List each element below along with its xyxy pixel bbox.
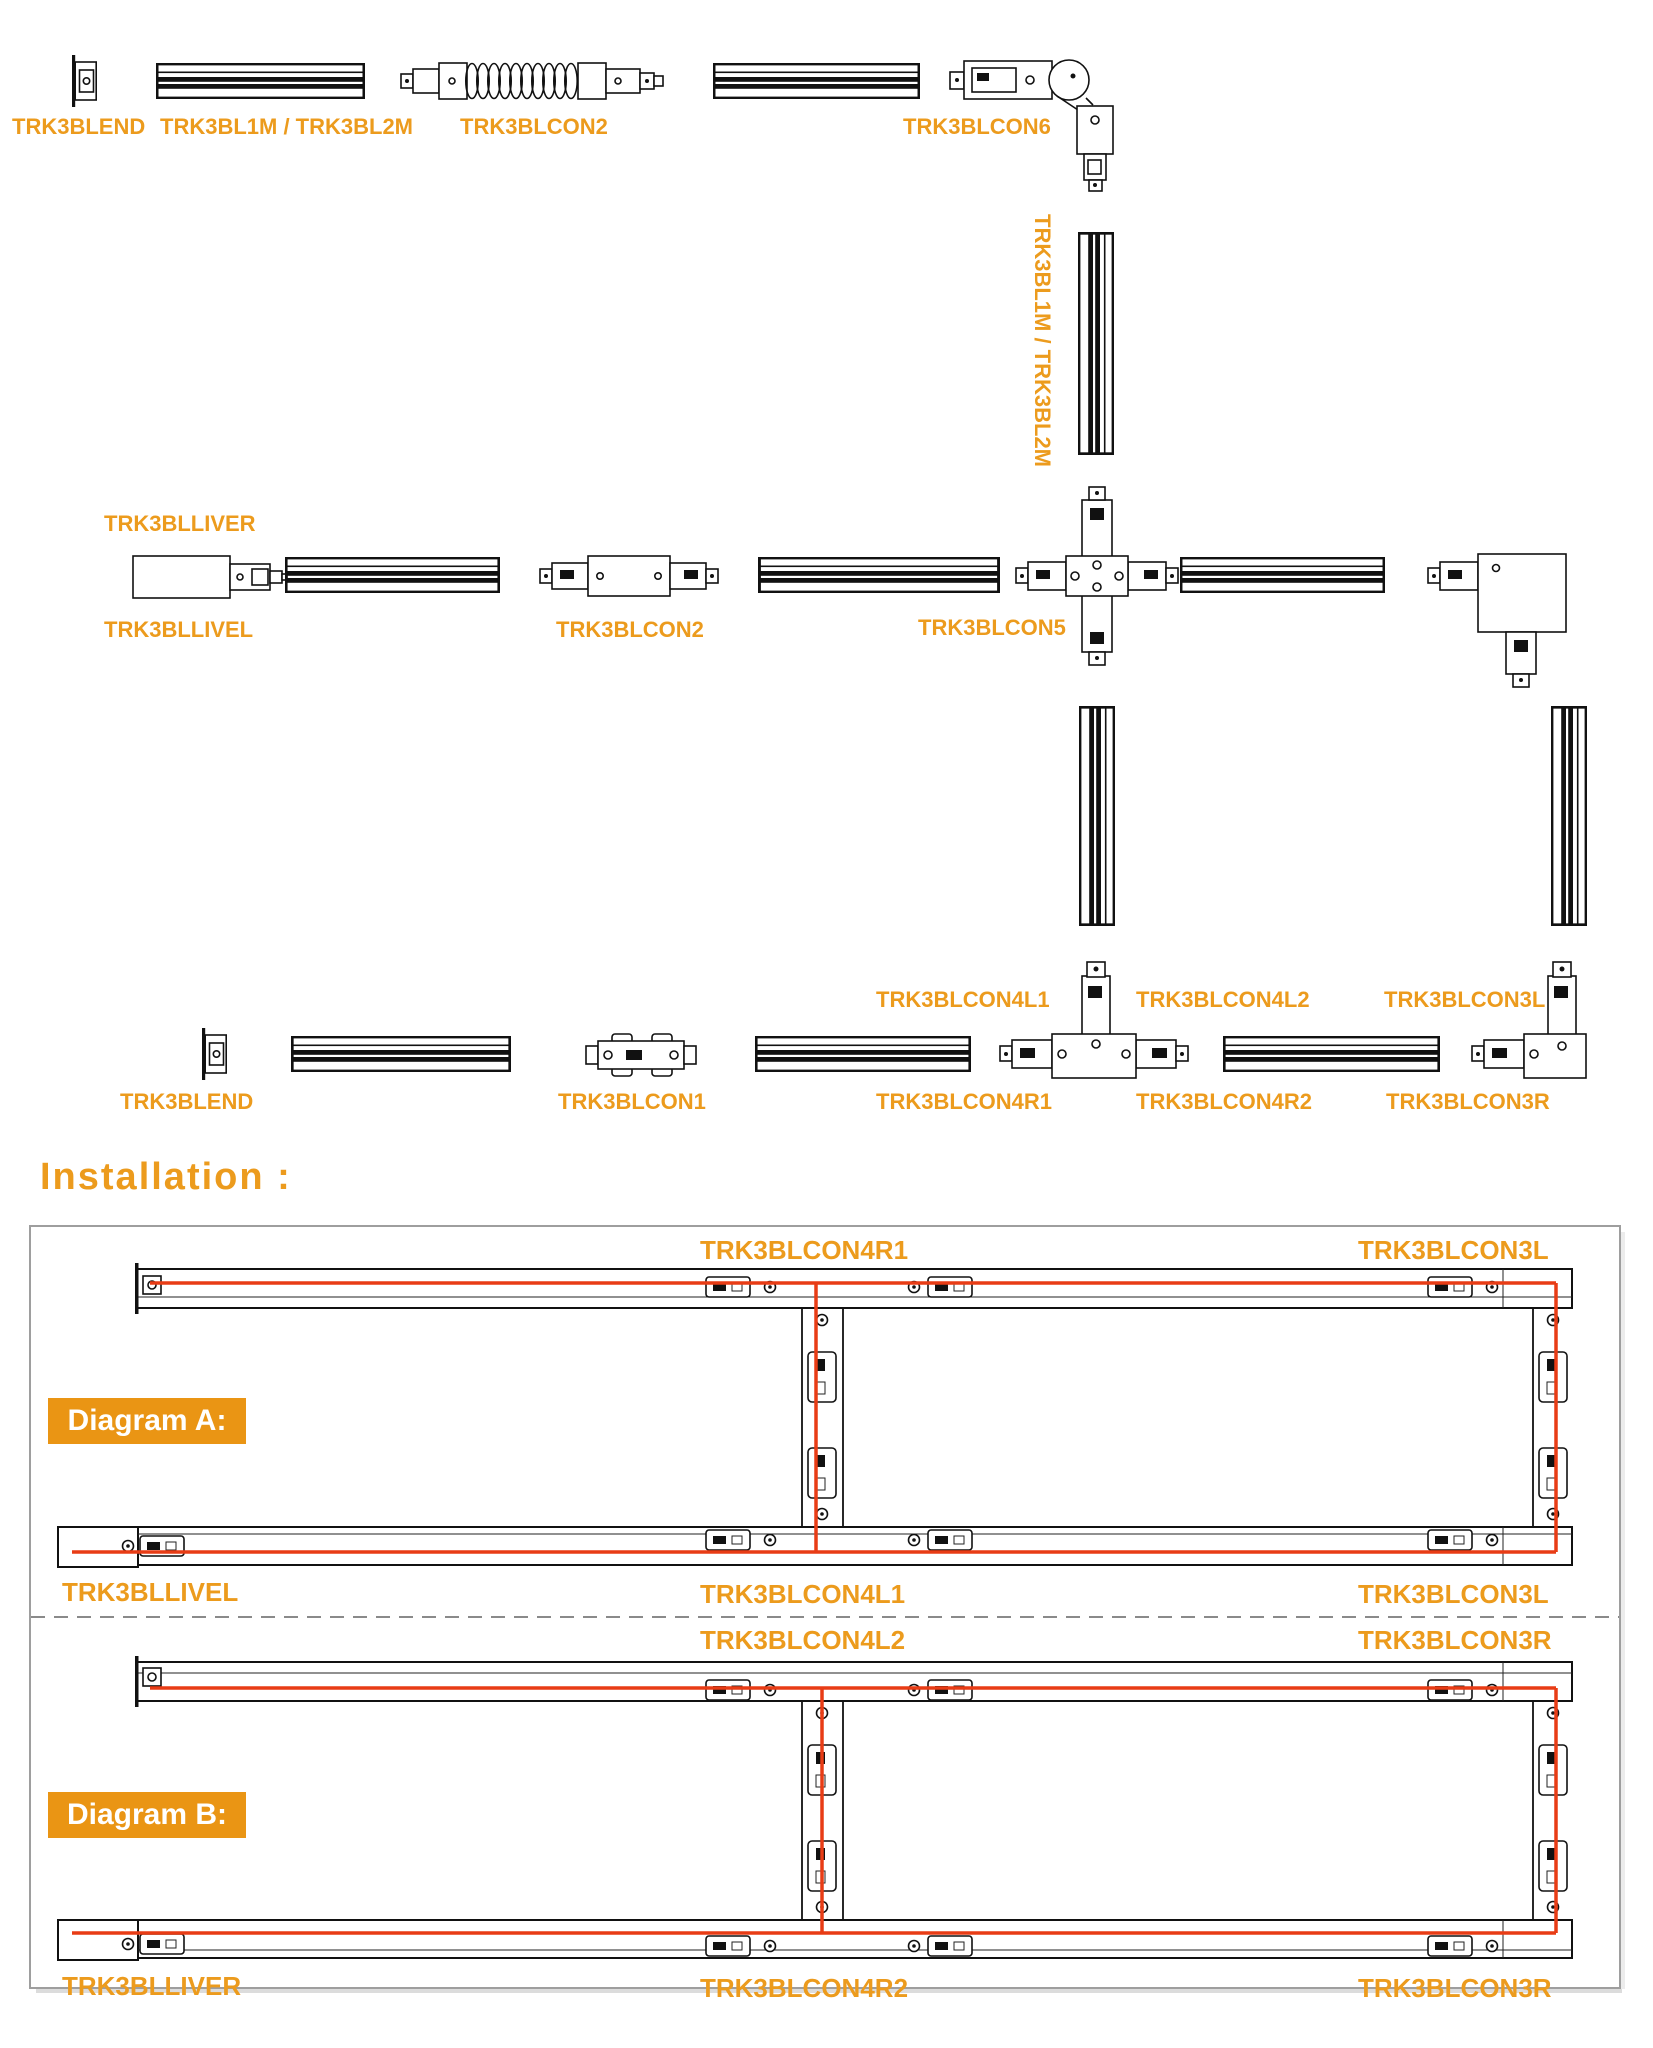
part-label-con4r1: TRK3BLCON4R1 (876, 1089, 1053, 1114)
part-label-end-row1: TRK3BLEND (12, 114, 146, 139)
diagram-a-bottom-left-label: TRK3BLLIVEL (62, 1577, 239, 1607)
track-icon (285, 557, 500, 593)
part-label-con2-row2: TRK3BLCON2 (556, 617, 704, 642)
diagram-a-top-right-label: TRK3BLCON3L (1358, 1235, 1549, 1265)
diagram-a-graphic (58, 1263, 1572, 1567)
part-label-con3l: TRK3BLCON3L (1384, 987, 1546, 1012)
part-label-liver: TRK3BLLIVER (104, 511, 256, 536)
diagram-b-top-right-label: TRK3BLCON3R (1358, 1625, 1552, 1655)
part-label-track-vertical: TRK3BL1M / TRK3BL2M (1030, 214, 1055, 468)
diagram-b-bottom-left-label: TRK3BLLIVER (62, 1971, 242, 2001)
diagram-b-top-center-label: TRK3BLCON4L2 (700, 1625, 906, 1655)
vertical-track-icon (1078, 232, 1114, 455)
corner-connector-icon (1428, 554, 1566, 687)
part-label-con4l1: TRK3BLCON4L1 (876, 987, 1050, 1012)
diagram-a-bottom-right-label: TRK3BLCON3L (1358, 1579, 1549, 1609)
diagram-a-badge: Diagram A: (48, 1398, 246, 1444)
diagram-b-graphic (58, 1656, 1572, 1960)
tee-connector-icon (1000, 962, 1188, 1078)
track-icon (1180, 557, 1385, 593)
live-feed-icon (133, 556, 287, 598)
part-label-livel: TRK3BLLIVEL (104, 617, 254, 642)
track-icon (1223, 1036, 1440, 1072)
diagram-b-bottom-right-label: TRK3BLCON3R (1358, 1973, 1552, 2003)
track-icon (291, 1036, 511, 1072)
track-icon (758, 557, 1000, 593)
diagram-b-bottom-center-label: TRK3BLCON4R2 (700, 1973, 909, 2003)
part-label-con3r: TRK3BLCON3R (1386, 1089, 1550, 1114)
end-cap-icon (202, 1028, 226, 1080)
track-icon (713, 63, 920, 99)
installation-heading: Installation : (40, 1156, 292, 1198)
flex-connector-icon (401, 63, 663, 99)
diagram-a-bottom-center-label: TRK3BLCON4L1 (700, 1579, 906, 1609)
straight-connector-icon (540, 556, 718, 596)
track-icon (755, 1036, 971, 1072)
vertical-track-icon (1079, 706, 1587, 926)
part-label-con4r2: TRK3BLCON4R2 (1136, 1089, 1313, 1114)
part-label-con4l2: TRK3BLCON4L2 (1136, 987, 1310, 1012)
part-label-con6: TRK3BLCON6 (903, 114, 1051, 139)
part-label-flex-con2: TRK3BLCON2 (460, 114, 608, 139)
track-icon (156, 63, 365, 99)
corner-connector-icon (1472, 962, 1586, 1078)
part-label-con5: TRK3BLCON5 (918, 615, 1066, 640)
mini-connector-icon (586, 1034, 696, 1076)
end-cap-icon (72, 55, 96, 107)
diagram-b-badge: Diagram B: (48, 1792, 246, 1838)
part-label-end-row3: TRK3BLEND (120, 1089, 254, 1114)
diagram-a-top-center-label: TRK3BLCON4R1 (700, 1235, 909, 1265)
part-label-track-row1: TRK3BL1M / TRK3BL2M (160, 114, 414, 139)
part-label-con1: TRK3BLCON1 (558, 1089, 706, 1114)
